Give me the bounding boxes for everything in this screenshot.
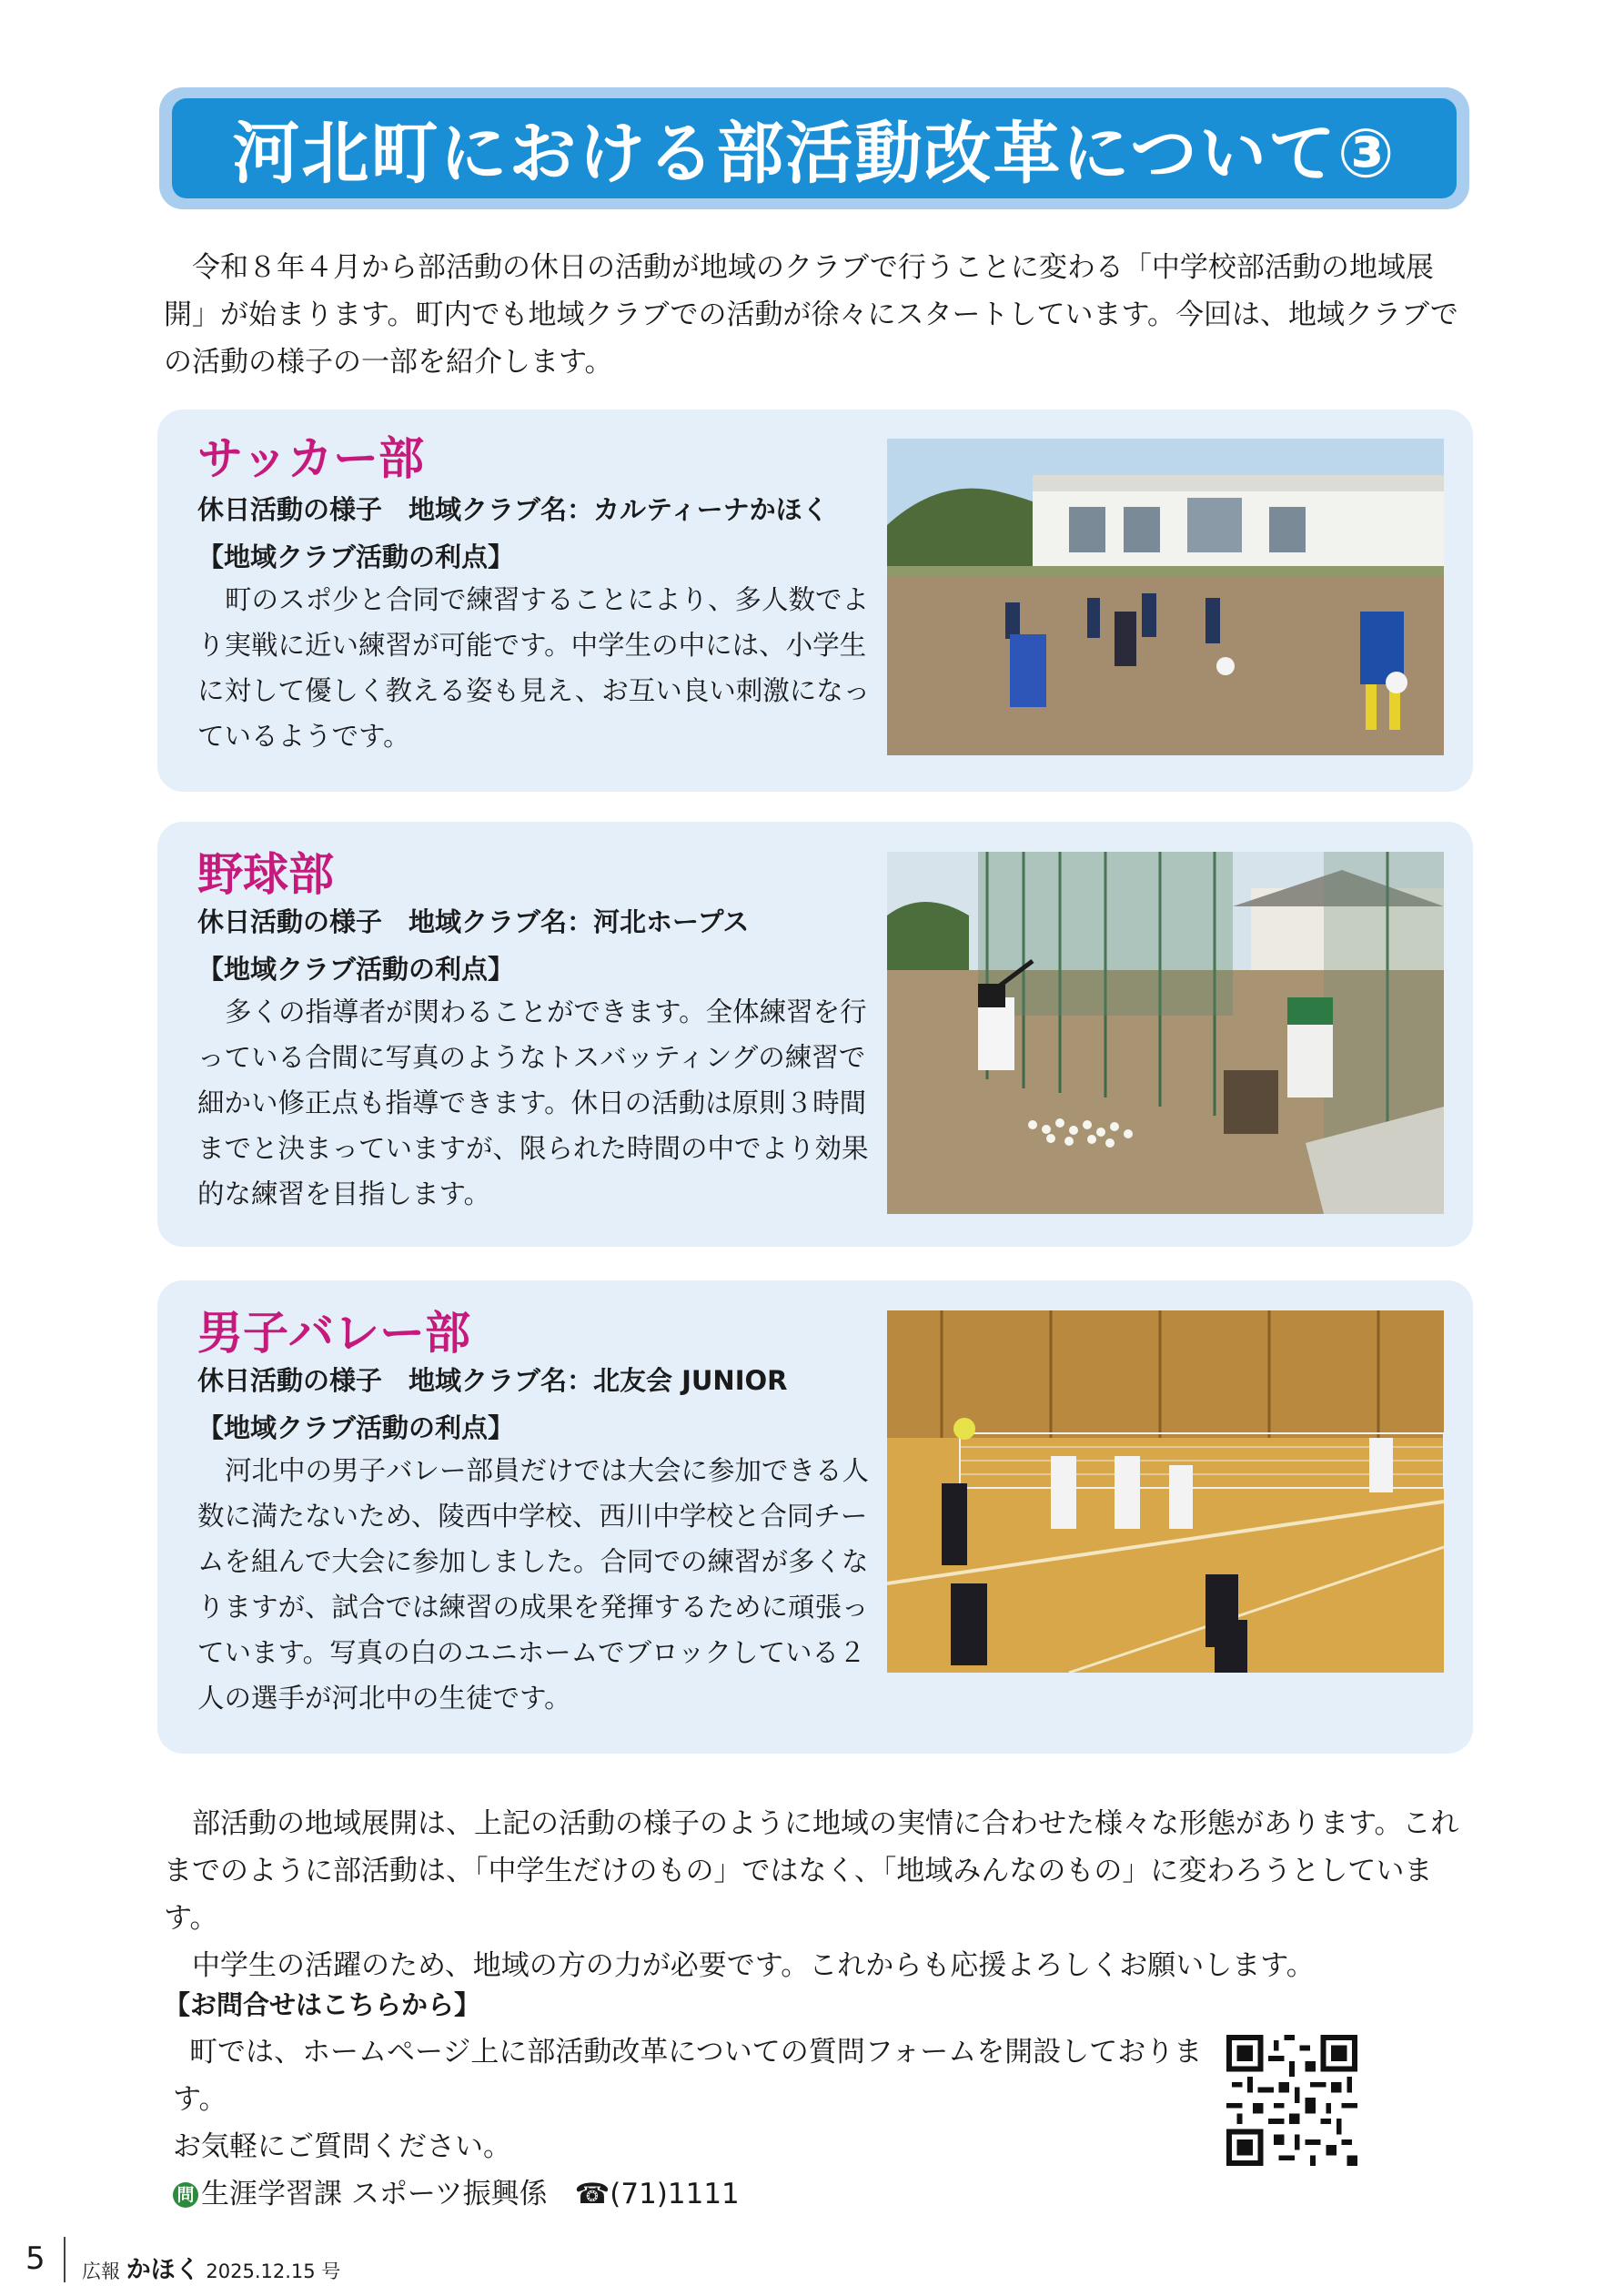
club-subtitle: 休日活動の様子 地域クラブ名：河北ホープス <box>197 906 750 937</box>
phone-icon: ☎ <box>574 2178 610 2210</box>
footer-prefix: 広報 <box>82 2261 120 2282</box>
intro-paragraph: 令和８年４月から部活動の休日の活動が地域のクラブで行うことに変わる「中学校部活動の地域展開」が始まります。町内でも地域クラブでの活動が徐々にスタートしています。今回は、地域クラブでの活動の様子の一部を紹介します。 <box>164 251 1458 379</box>
benefit-label: 【地域クラブ活動の利点】 <box>197 541 515 572</box>
club-subtitle: 休日活動の様子 地域クラブ名：北友会 JUNIOR <box>197 1365 788 1396</box>
volleyball-photo <box>887 1310 1444 1673</box>
contact-dept: 生涯学習課 スポーツ振興係 <box>201 2178 548 2210</box>
club-title: サッカー部 <box>197 432 424 485</box>
title-inner <box>172 98 1457 198</box>
club-subtitle: 休日活動の様子 地域クラブ名：カルティーナかほく <box>197 494 829 525</box>
baseball-photo <box>887 852 1444 1214</box>
closing-paragraph: 中学生の活躍のため、地域の方の力が必要です。これからも応援よろしくお願いします。 <box>192 1949 1315 1982</box>
contact-line-1: 町では、ホームページ上に部活動改革についての質問フォームを開設しております。 <box>173 2036 1203 2116</box>
club-title: 野球部 <box>197 848 334 901</box>
club-body: 町のスポ少と合同で練習することにより、多人数でより実戦に近い練習が可能です。中学生の中には、小学生に対して優しく教える姿も見え、お互い良い刺激になっているようです。 <box>197 584 871 752</box>
club-title: 男子バレー部 <box>197 1307 470 1360</box>
club-body: 多くの指導者が関わることができます。全体練習を行っている合間に写真のようなトスバッティングの練習で細かい修正点も指導できます。休日の活動は原則３時間までと決まっていますが、限られた時間の中でより効果的な練習を目指します。 <box>197 996 869 1209</box>
contact-line-2: お気軽にご質問ください。 <box>173 2130 511 2163</box>
club-card-soccer <box>157 410 1473 792</box>
soccer-photo <box>887 439 1444 755</box>
contact-phone: (71)1111 <box>610 2178 740 2210</box>
benefit-label: 【地域クラブ活動の利点】 <box>197 954 515 985</box>
footer-issue: 2025.12.15 号 <box>206 2261 341 2282</box>
footer-brand: かほく <box>126 2256 200 2284</box>
contact-heading: 【お問合せはこちらから】 <box>164 1989 481 2020</box>
footer-divider <box>64 2237 66 2282</box>
title-banner <box>159 87 1469 209</box>
club-body: 河北中の男子バレー部員だけでは大会に参加できる人数に満たないため、陵西中学校、西川中学校と合同チームを組んで大会に参加しました。合同での練習が多くなりますが、試合では練習の成果を発揮するために頑張っています。写真の白のユニホームでブロックしている２人の選手が河北中の生徒です。 <box>197 1455 870 1714</box>
footer-publication <box>82 2250 340 2285</box>
page-title: 河北町における部活動改革について③ <box>232 115 1397 193</box>
page-number: 5 <box>25 2240 45 2277</box>
club-card-baseball <box>157 822 1473 1247</box>
closing-paragraph: 部活動の地域展開は、上記の活動の様子のように地域の実情に合わせた様々な形態があります。これまでのように部活動は、「中学生だけのもの」ではなく、「地域みんなのもの」に変わろうとしています。 <box>164 1807 1459 1935</box>
benefit-label: 【地域クラブ活動の利点】 <box>197 1412 515 1443</box>
contact-dept-line <box>173 2170 1219 2218</box>
qr-code-icon[interactable] <box>1226 2035 1357 2166</box>
club-card-volleyball <box>157 1280 1473 1754</box>
contact-body <box>173 2028 1219 2218</box>
inquiry-icon: 問 <box>173 2182 198 2208</box>
closing-section <box>164 1800 1474 1989</box>
